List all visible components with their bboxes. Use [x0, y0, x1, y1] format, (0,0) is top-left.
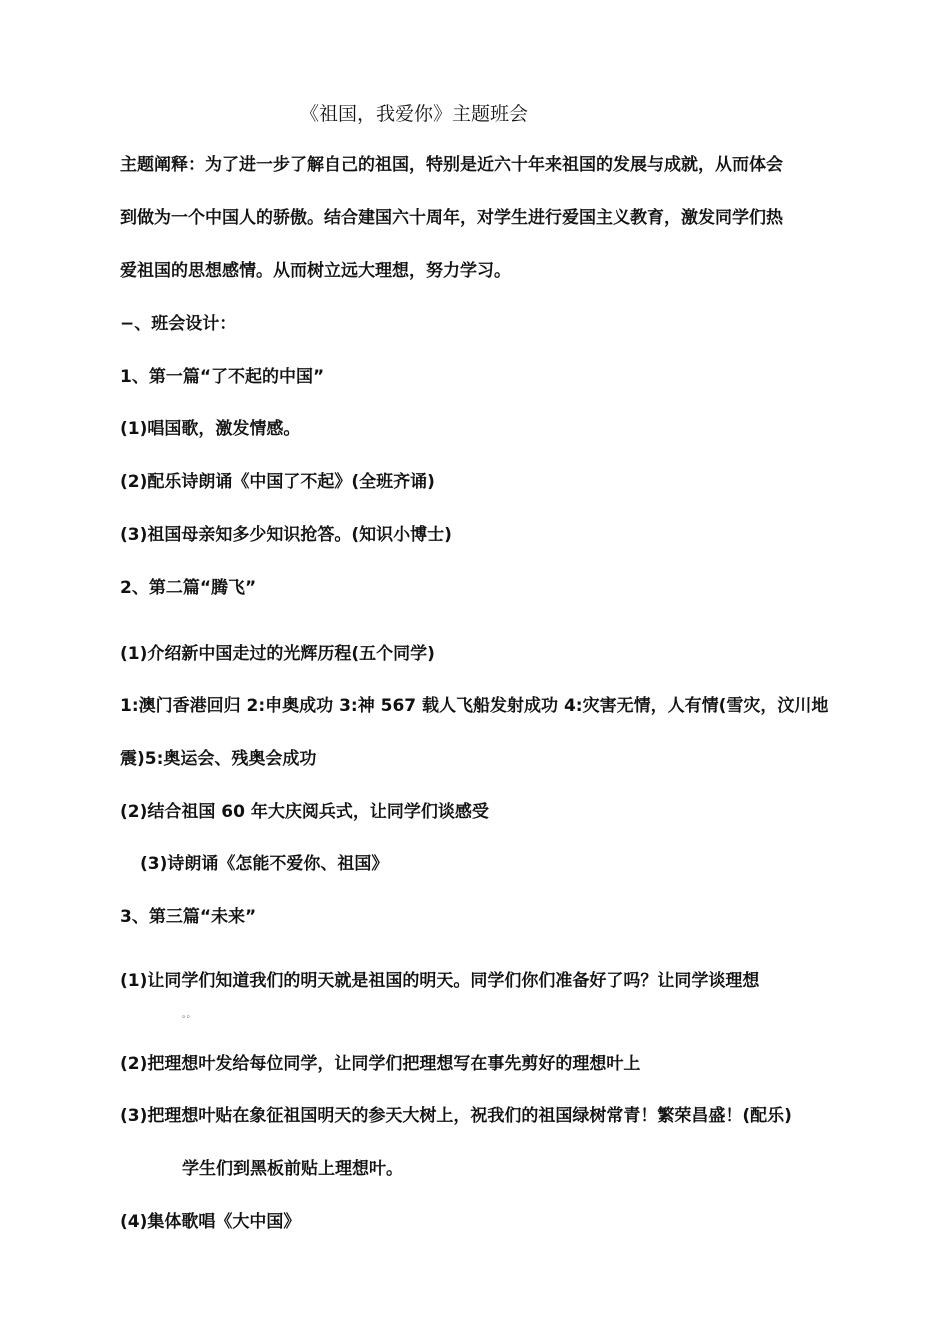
- section-heading-design: −、班会设计：: [120, 314, 237, 334]
- part-3-item-1-tail: 。。: [182, 1010, 196, 1020]
- part-3-heading: 3、第三篇“未来”: [120, 907, 257, 927]
- part-3-item-4: (4)集体歌唱《大中国》: [120, 1212, 301, 1232]
- theme-paragraph-line-1: 主题阐释：为了进一步了解自己的祖国，特别是近六十年来祖国的发展与成就，从而体会: [120, 155, 783, 175]
- part-3-item-2: (2)把理想叶发给每位同学，让同学们把理想写在事先剪好的理想叶上: [120, 1054, 641, 1074]
- part-2-item-3: (3)诗朗诵《怎能不爱你、祖国》: [140, 854, 389, 874]
- part-3-item-3-continued: 学生们到黑板前贴上理想叶。: [182, 1159, 403, 1179]
- part-2-events-line-2: 震)5:奥运会、残奥会成功: [120, 749, 317, 769]
- part-2-item-1: (1)介绍新中国走过的光辉历程(五个同学): [120, 644, 435, 664]
- part-3-item-1: (1)让同学们知道我们的明天就是祖国的明天。同学们你们准备好了吗？让同学谈理想: [120, 971, 760, 991]
- part-1-item-2: (2)配乐诗朗诵《中国了不起》(全班齐诵): [120, 472, 435, 492]
- theme-paragraph-line-2: 到做为一个中国人的骄傲。结合建国六十周年，对学生进行爱国主义教育，激发同学们热: [120, 208, 783, 228]
- part-3-item-3: (3)把理想叶贴在象征祖国明天的参天大树上，祝我们的祖国绿树常青！繁荣昌盛！(配乐): [120, 1106, 792, 1126]
- theme-paragraph-line-3: 爱祖国的思想感情。从而树立远大理想，努力学习。: [120, 261, 511, 281]
- part-2-events-line-1: 1:澳门香港回归 2:申奥成功 3:神 567 载人飞船发射成功 4:灾害无情，人有情(雪灾，汶川地: [120, 696, 829, 716]
- part-1-item-1: (1)唱国歌，激发情感。: [120, 419, 301, 439]
- part-1-heading: 1、第一篇“了不起的中国”: [120, 367, 325, 387]
- part-2-item-2: (2)结合祖国 60 年大庆阅兵式，让同学们谈感受: [120, 802, 489, 822]
- part-1-item-3: (3)祖国母亲知多少知识抢答。(知识小博士): [120, 525, 452, 545]
- part-2-heading: 2、第二篇“腾飞”: [120, 578, 257, 598]
- document-title: 《祖国，我爱你》主题班会: [300, 103, 529, 125]
